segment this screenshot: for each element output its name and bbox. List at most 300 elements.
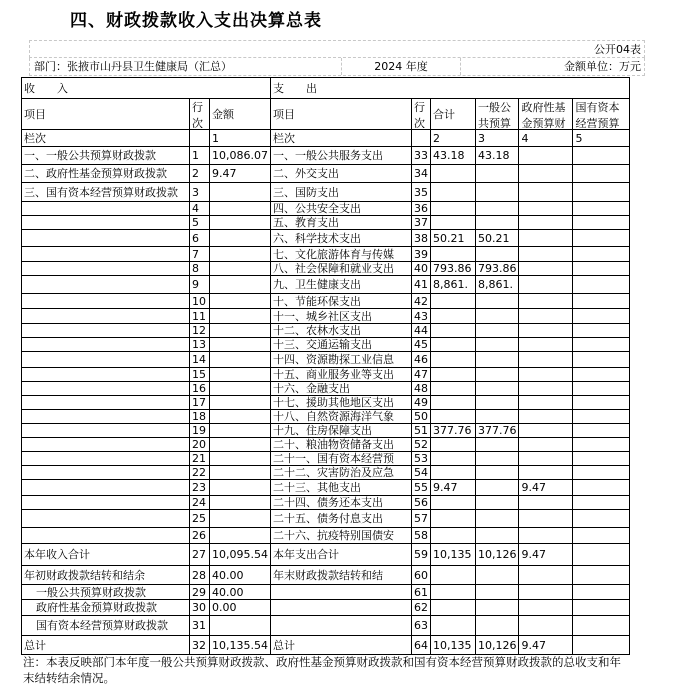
expense-soe-cell	[573, 636, 630, 655]
expense-general-cell: 10,126	[475, 636, 519, 655]
expense-general-cell	[475, 294, 519, 309]
expense-soe-cell	[573, 147, 630, 165]
expense-total-cell: 9.47	[430, 480, 475, 496]
expense-gov-fund-cell	[519, 165, 573, 183]
expense-soe-cell	[573, 528, 630, 544]
expense-gov-fund-cell	[519, 528, 573, 544]
expense-general-cell	[475, 466, 519, 480]
table-row	[22, 382, 630, 396]
expense-general-cell	[475, 438, 519, 452]
expense-soe-cell	[573, 496, 630, 510]
expense-gov-fund-cell	[519, 410, 573, 424]
expense-gov-fund-cell	[519, 294, 573, 309]
expense-line-cell: 34	[411, 165, 430, 183]
table-row	[22, 496, 630, 510]
expense-general-cell	[475, 616, 519, 636]
expense-item-cell: 年末财政拨款结转和结	[270, 566, 411, 585]
expense-general-cell	[475, 566, 519, 585]
expense-item-cell: 八、社会保障和就业支出	[270, 262, 411, 276]
expense-gov-fund-cell	[519, 309, 573, 324]
income-item-cell	[22, 294, 190, 309]
expense-soe-cell	[573, 544, 630, 566]
income-item-cell	[22, 410, 190, 424]
expense-soe-cell	[573, 452, 630, 466]
index-blank	[411, 130, 430, 147]
expense-total-cell	[430, 382, 475, 396]
income-amount-cell	[210, 276, 271, 294]
expense-total-cell	[430, 216, 475, 230]
expense-line-cell: 46	[411, 352, 430, 368]
income-line-cell: 27	[190, 544, 210, 566]
expense-total-cell	[430, 294, 475, 309]
income-item-cell: 二、政府性基金预算财政拨款	[22, 165, 190, 183]
expense-gov-fund-cell	[519, 566, 573, 585]
income-amount-cell: 10,086.07	[210, 147, 271, 165]
expense-item-cell: 二十二、灾害防治及应急	[270, 466, 411, 480]
expense-soe-cell	[573, 165, 630, 183]
expense-gov-fund-cell	[519, 230, 573, 247]
section-header-row	[22, 78, 630, 99]
income-line-header: 行次	[192, 101, 203, 128]
expense-soe-cell	[573, 480, 630, 496]
table-row	[22, 147, 630, 165]
table-row	[22, 309, 630, 324]
expense-total-cell	[430, 368, 475, 382]
table-row	[22, 480, 630, 496]
expense-general-cell	[475, 309, 519, 324]
expense-gov-fund-cell	[519, 247, 573, 262]
expense-gov-fund-cell	[519, 276, 573, 294]
expense-line-cell: 61	[411, 585, 430, 600]
expense-item-cell: 总计	[270, 636, 411, 655]
expense-item-cell: 十、节能环保支出	[270, 294, 411, 309]
expense-total-cell	[430, 338, 475, 352]
index-blank	[190, 130, 210, 147]
expense-line-cell: 52	[411, 438, 430, 452]
income-amount-cell	[210, 496, 271, 510]
table-row	[22, 202, 630, 216]
expense-item-cell: 十三、交通运输支出	[270, 338, 411, 352]
expense-total-cell: 10,135	[430, 636, 475, 655]
expense-line-cell: 60	[411, 566, 430, 585]
income-amount-cell	[210, 438, 271, 452]
expense-item-cell	[270, 585, 411, 600]
expense-gov-fund-cell: 9.47	[519, 636, 573, 655]
expense-total-cell: 43.18	[430, 147, 475, 165]
income-item-cell	[22, 466, 190, 480]
expense-general-cell	[475, 165, 519, 183]
income-section-header: 收 入	[22, 78, 271, 99]
expense-soe-cell	[573, 566, 630, 585]
income-amount-cell	[210, 309, 271, 324]
expense-total-cell	[430, 452, 475, 466]
income-line-cell: 31	[190, 616, 210, 636]
expense-soe-cell	[573, 276, 630, 294]
income-amount-header: 金额	[210, 99, 271, 130]
income-line-cell: 23	[190, 480, 210, 496]
expense-general-cell: 50.21	[475, 230, 519, 247]
table-row	[22, 368, 630, 382]
expense-line-header: 行次	[413, 101, 425, 128]
table-row	[22, 616, 630, 636]
income-item-cell	[22, 496, 190, 510]
expense-total-header: 合计	[430, 99, 475, 130]
expense-soe-cell	[573, 216, 630, 230]
expense-total-cell: 8,861.	[430, 276, 475, 294]
expense-total-cell	[430, 396, 475, 410]
income-amount-cell	[210, 368, 271, 382]
income-amount-cell: 40.00	[210, 566, 271, 585]
expense-gov-fund-cell	[519, 338, 573, 352]
expense-item-cell	[270, 600, 411, 616]
expense-general-cell	[475, 600, 519, 616]
expense-gov-fund-cell	[519, 262, 573, 276]
table-row	[22, 452, 630, 466]
expense-line-cell: 43	[411, 309, 430, 324]
expense-total-cell	[430, 566, 475, 585]
column-header-row	[22, 99, 630, 130]
income-line-cell: 3	[190, 183, 210, 202]
income-amount-cell	[210, 616, 271, 636]
table-row	[22, 396, 630, 410]
income-item-cell	[22, 202, 190, 216]
income-amount-cell	[210, 382, 271, 396]
expense-line-cell: 62	[411, 600, 430, 616]
expense-line-cell: 47	[411, 368, 430, 382]
expense-item-cell: 一、一般公共服务支出	[270, 147, 411, 165]
table-row	[22, 510, 630, 528]
expense-line-cell: 42	[411, 294, 430, 309]
expense-line-cell: 53	[411, 452, 430, 466]
expense-line-cell: 36	[411, 202, 430, 216]
expense-soe-cell	[573, 424, 630, 438]
income-line-cell: 26	[190, 528, 210, 544]
expense-item-cell: 二十、粮油物资储备支出	[270, 438, 411, 452]
index-general: 3	[475, 130, 519, 147]
expense-total-cell: 793.86	[430, 262, 475, 276]
expense-item-cell: 六、科学技术支出	[270, 230, 411, 247]
income-item-cell	[22, 480, 190, 496]
income-line-cell: 10	[190, 294, 210, 309]
expense-general-cell	[475, 396, 519, 410]
expense-soe-cell	[573, 262, 630, 276]
expense-gov-fund-cell	[519, 368, 573, 382]
expense-general-cell	[475, 585, 519, 600]
income-line-cell: 2	[190, 165, 210, 183]
amount-unit: 金额单位：万元	[564, 60, 641, 73]
department-label: 部门：张掖市山丹县卫生健康局（汇总）	[34, 60, 232, 73]
expense-item-cell: 二十三、其他支出	[270, 480, 411, 496]
expense-item-cell: 二、外交支出	[270, 165, 411, 183]
index-total: 2	[430, 130, 475, 147]
income-line-cell: 6	[190, 230, 210, 247]
expense-general-cell	[475, 247, 519, 262]
page-title: 四、财政拨款收入支出决算总表	[70, 11, 322, 31]
income-amount-cell	[210, 183, 271, 202]
expense-item-cell: 七、文化旅游体育与传媒	[270, 247, 411, 262]
expense-general-cell	[475, 496, 519, 510]
table-row	[22, 324, 630, 338]
income-line-cell: 18	[190, 410, 210, 424]
income-amount-cell	[210, 352, 271, 368]
table-row	[22, 566, 630, 585]
income-item-cell: 国有资本经营预算财政拨款	[22, 616, 190, 636]
income-line-cell: 11	[190, 309, 210, 324]
table-row	[22, 294, 630, 309]
expense-line-cell: 57	[411, 510, 430, 528]
expense-line-cell: 40	[411, 262, 430, 276]
expense-general-cell	[475, 452, 519, 466]
table-row	[22, 352, 630, 368]
expense-general-cell	[475, 216, 519, 230]
expense-soe-cell	[573, 438, 630, 452]
expense-soe-cell	[573, 309, 630, 324]
expense-gov-fund-cell	[519, 202, 573, 216]
income-item-cell	[22, 382, 190, 396]
income-amount-cell	[210, 396, 271, 410]
expense-line-cell: 63	[411, 616, 430, 636]
expense-line-cell: 49	[411, 396, 430, 410]
income-amount-cell	[210, 324, 271, 338]
expense-general-cell: 793.86	[475, 262, 519, 276]
table-row	[22, 466, 630, 480]
income-line-cell: 25	[190, 510, 210, 528]
income-item-cell: 政府性基金预算财政拨款	[22, 600, 190, 616]
expense-gov-fund-cell	[519, 324, 573, 338]
expense-total-cell	[430, 496, 475, 510]
income-line-cell: 32	[190, 636, 210, 655]
expense-soe-cell	[573, 247, 630, 262]
table-row	[22, 528, 630, 544]
expense-item-cell: 二十一、国有资本经营预	[270, 452, 411, 466]
expense-gov-fund-cell	[519, 616, 573, 636]
income-amount-cell	[210, 247, 271, 262]
income-item-cell: 三、国有资本经营预算财政拨款	[22, 183, 190, 202]
expense-item-cell	[270, 616, 411, 636]
expense-gov-fund-cell	[519, 452, 573, 466]
expense-gov-fund-header: 政府性基金预算财	[521, 101, 566, 128]
expense-line-cell: 35	[411, 183, 430, 202]
expense-line-cell: 33	[411, 147, 430, 165]
table-row	[22, 585, 630, 600]
expense-line-cell: 59	[411, 544, 430, 566]
income-line-cell: 12	[190, 324, 210, 338]
expense-general-cell: 8,861.	[475, 276, 519, 294]
income-amount-cell	[210, 510, 271, 528]
expense-line-cell: 56	[411, 496, 430, 510]
expense-soe-cell	[573, 338, 630, 352]
table-row	[22, 183, 630, 202]
expense-soe-cell	[573, 324, 630, 338]
table-row	[22, 600, 630, 616]
expense-soe-cell	[573, 466, 630, 480]
expense-general-cell: 43.18	[475, 147, 519, 165]
income-amount-cell	[210, 216, 271, 230]
income-line-cell: 28	[190, 566, 210, 585]
index-expense-label: 栏次	[270, 130, 411, 147]
expense-item-cell: 十一、城乡社区支出	[270, 309, 411, 324]
income-amount-cell	[210, 528, 271, 544]
index-soe: 5	[573, 130, 630, 147]
expense-gov-fund-cell	[519, 510, 573, 528]
expense-gov-fund-cell	[519, 352, 573, 368]
expense-line-cell: 41	[411, 276, 430, 294]
expense-line-cell: 38	[411, 230, 430, 247]
expense-item-cell: 十五、商业服务业等支出	[270, 368, 411, 382]
expense-total-cell	[430, 585, 475, 600]
expense-soe-cell	[573, 352, 630, 368]
expense-soe-cell	[573, 510, 630, 528]
income-line-cell: 1	[190, 147, 210, 165]
expense-soe-cell	[573, 585, 630, 600]
income-item-cell: 本年收入合计	[22, 544, 190, 566]
income-item-cell	[22, 352, 190, 368]
expense-soe-cell	[573, 396, 630, 410]
expense-item-cell: 五、教育支出	[270, 216, 411, 230]
income-item-cell	[22, 368, 190, 382]
expense-general-cell: 377.76	[475, 424, 519, 438]
expense-total-cell	[430, 183, 475, 202]
expense-general-cell	[475, 382, 519, 396]
income-line-cell: 9	[190, 276, 210, 294]
index-label: 栏次	[22, 130, 190, 147]
income-item-cell	[22, 452, 190, 466]
income-amount-cell	[210, 202, 271, 216]
expense-soe-cell	[573, 202, 630, 216]
income-item-cell	[22, 438, 190, 452]
expense-gov-fund-cell	[519, 183, 573, 202]
expense-item-cell: 九、卫生健康支出	[270, 276, 411, 294]
expense-item-cell: 十六、金融支出	[270, 382, 411, 396]
expense-total-cell	[430, 352, 475, 368]
table-row	[22, 247, 630, 262]
expense-soe-cell	[573, 616, 630, 636]
expense-line-cell: 50	[411, 410, 430, 424]
income-item-cell	[22, 424, 190, 438]
income-amount-cell	[210, 262, 271, 276]
expense-line-cell: 37	[411, 216, 430, 230]
expense-soe-cell	[573, 230, 630, 247]
expense-total-cell: 50.21	[430, 230, 475, 247]
expense-general-cell	[475, 368, 519, 382]
income-line-cell: 21	[190, 452, 210, 466]
expense-total-cell	[430, 438, 475, 452]
table-row	[22, 544, 630, 566]
expense-line-cell: 58	[411, 528, 430, 544]
income-item-cell	[22, 510, 190, 528]
table-row	[22, 338, 630, 352]
expense-total-cell	[430, 202, 475, 216]
expense-gov-fund-cell	[519, 438, 573, 452]
meta-row	[29, 58, 645, 76]
expense-item-cell: 十九、住房保障支出	[270, 424, 411, 438]
expense-total-cell	[430, 247, 475, 262]
table-row	[22, 424, 630, 438]
income-amount-cell	[210, 410, 271, 424]
column-index-row	[22, 130, 630, 147]
income-line-cell: 13	[190, 338, 210, 352]
expense-item-cell: 二十五、债务付息支出	[270, 510, 411, 528]
expense-total-cell	[430, 410, 475, 424]
expense-gov-fund-cell: 9.47	[519, 544, 573, 566]
income-amount-cell: 40.00	[210, 585, 271, 600]
income-amount-cell	[210, 452, 271, 466]
income-amount-cell	[210, 230, 271, 247]
expense-total-cell: 10,135	[430, 544, 475, 566]
expense-line-cell: 39	[411, 247, 430, 262]
fiscal-year: 2024 年度	[341, 58, 461, 75]
expense-soe-cell	[573, 382, 630, 396]
income-item-cell	[22, 262, 190, 276]
income-item-cell: 年初财政拨款结转和结余	[22, 566, 190, 585]
expense-general-cell	[475, 324, 519, 338]
expense-gov-fund-cell	[519, 466, 573, 480]
income-line-cell: 7	[190, 247, 210, 262]
expense-total-cell	[430, 466, 475, 480]
expense-line-cell: 48	[411, 382, 430, 396]
expense-gov-fund-cell	[519, 147, 573, 165]
table-row	[22, 165, 630, 183]
income-amount-cell: 0.00	[210, 600, 271, 616]
income-amount-cell: 10,135.54	[210, 636, 271, 655]
expense-general-cell	[475, 352, 519, 368]
table-row	[22, 410, 630, 424]
income-amount-cell	[210, 424, 271, 438]
expense-general-cell	[475, 183, 519, 202]
expense-general-cell	[475, 510, 519, 528]
income-item-cell	[22, 230, 190, 247]
income-item-cell	[22, 324, 190, 338]
expense-item-cell: 十二、农林水支出	[270, 324, 411, 338]
income-item-cell	[22, 247, 190, 262]
expense-line-cell: 44	[411, 324, 430, 338]
expense-general-cell	[475, 338, 519, 352]
expense-total-cell	[430, 165, 475, 183]
income-line-cell: 22	[190, 466, 210, 480]
expense-gov-fund-cell	[519, 396, 573, 410]
expense-gov-fund-cell	[519, 600, 573, 616]
expense-general-header: 一般公共预算	[477, 101, 511, 128]
expense-total-cell	[430, 600, 475, 616]
expense-total-cell	[430, 510, 475, 528]
income-item-header: 项目	[22, 99, 190, 130]
expense-line-cell: 55	[411, 480, 430, 496]
index-gov-fund: 4	[519, 130, 573, 147]
income-amount-cell	[210, 338, 271, 352]
expense-total-cell: 377.76	[430, 424, 475, 438]
expense-item-cell: 三、国防支出	[270, 183, 411, 202]
expense-item-cell: 本年支出合计	[270, 544, 411, 566]
expense-line-cell: 64	[411, 636, 430, 655]
expense-soe-cell	[573, 410, 630, 424]
expense-line-cell: 51	[411, 424, 430, 438]
expense-general-cell	[475, 480, 519, 496]
expense-gov-fund-cell: 9.47	[519, 480, 573, 496]
form-code: 公开04表	[29, 40, 645, 58]
income-amount-cell	[210, 294, 271, 309]
income-line-cell: 29	[190, 585, 210, 600]
income-amount-cell: 10,095.54	[210, 544, 271, 566]
income-item-cell	[22, 396, 190, 410]
expense-item-header: 项目	[270, 99, 411, 130]
income-item-cell: 一般公共预算财政拨款	[22, 585, 190, 600]
income-line-cell: 15	[190, 368, 210, 382]
income-line-cell: 30	[190, 600, 210, 616]
expense-total-cell	[430, 309, 475, 324]
index-income-amount: 1	[210, 130, 271, 147]
income-item-cell	[22, 338, 190, 352]
income-line-cell: 8	[190, 262, 210, 276]
